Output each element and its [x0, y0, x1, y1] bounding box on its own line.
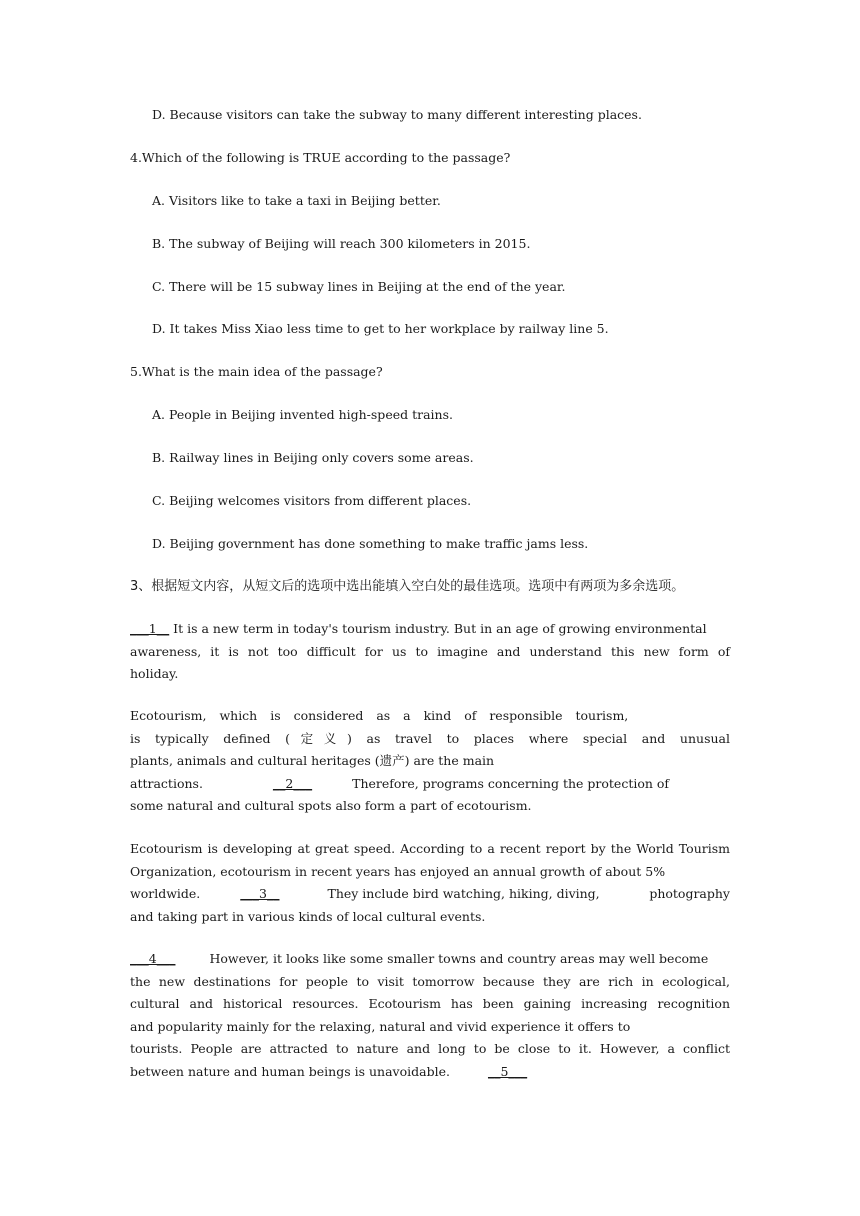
p2-line-3: plants, animals and cultural heritages (遗产) are the main: [130, 753, 495, 769]
p4-line-6-text: between nature and human beings is unavoidable.: [130, 1063, 450, 1079]
blank-5: __5___: [487, 1063, 528, 1079]
p3-line-1: Ecotourism is developing at great speed. According to a recent report by the World Tourism: [130, 841, 730, 856]
p3-line-3c: photography: [649, 886, 730, 902]
p2-line-2: is typically defined (定义) as travel to places where special and unusual: [130, 730, 730, 746]
blank-4: ___4___: [130, 951, 176, 966]
p2-line-1: Ecotourism, which is considered as a kind of responsible tourism,: [130, 708, 629, 723]
p3-line-2: Organization, ecotourism in recent years has enjoyed an annual growth of about 5%: [130, 863, 666, 879]
passage-paragraph-2: [130, 705, 730, 818]
p4-line-1-text: However, it looks like some smaller towns and country areas may well become: [209, 951, 709, 966]
p3-line-3b: They include bird watching, hiking, diving,: [327, 886, 600, 902]
p1-line-3: holiday.: [130, 666, 179, 682]
q5-option-a: A. People in Beijing invented high-speed trains.: [152, 407, 453, 422]
p4-line-1: [130, 948, 730, 971]
p1-line-2: awareness, it is not too difficult for us to imagine and understand this new form of: [130, 643, 730, 659]
question-5: 5.What is the main idea of the passage?: [130, 364, 383, 379]
passage-paragraph-1: [130, 618, 730, 686]
p2-line-4: [130, 773, 730, 796]
blank-2: __2___: [272, 775, 313, 791]
p3-line-3a: worldwide.: [130, 886, 201, 902]
blank-3: ___3__: [240, 886, 280, 902]
p4-line-4: and popularity mainly for the relaxing, natural and vivid experience it offers to: [130, 1018, 631, 1034]
q5-option-c: C. Beijing welcomes visitors from different places.: [152, 493, 472, 508]
p2-line-4b: Therefore, programs concerning the protection of: [352, 775, 670, 791]
p2-line-5: some natural and cultural spots also form a part of ecotourism.: [130, 798, 532, 814]
question-4: 4.Which of the following is TRUE according to the passage?: [130, 150, 511, 165]
q4-option-c: C. There will be 15 subway lines in Beijing at the end of the year.: [152, 279, 566, 294]
passage-paragraph-3: [130, 838, 730, 928]
p3-line-4: and taking part in various kinds of local cultural events.: [130, 908, 486, 924]
q5-option-b: B. Railway lines in Beijing only covers some areas.: [152, 450, 474, 465]
q4-option-d: D. It takes Miss Xiao less time to get to her workplace by railway line 5.: [152, 321, 609, 336]
p3-line-3: [130, 883, 730, 906]
blank-1: ___1__: [130, 621, 170, 636]
q3-option-d: D. Because visitors can take the subway to many different interesting places.: [152, 107, 642, 122]
p4-line-3: cultural and historical resources. Ecotourism has been gaining increasing recognition: [130, 996, 730, 1012]
q5-option-d: D. Beijing government has done something to make traffic jams less.: [152, 536, 589, 551]
p4-line-5: tourists. People are attracted to nature and long to be close to it. However, a conflict: [130, 1041, 730, 1057]
p1-line-1: It is a new term in today's tourism industry. But in an age of growing environmental: [169, 621, 707, 636]
p4-line-6: [130, 1061, 730, 1084]
q4-option-a: A. Visitors like to take a taxi in Beijing better.: [152, 193, 441, 208]
section-3-instruction: 3、根据短文内容，从短文后的选项中选出能填入空白处的最佳选项。选项中有两项为多余选项。: [130, 579, 685, 594]
q4-option-b: B. The subway of Beijing will reach 300 kilometers in 2015.: [152, 236, 531, 251]
passage-paragraph-4: [130, 948, 730, 1084]
p2-line-4a: attractions.: [130, 775, 203, 791]
p4-line-2: the new destinations for people to visit tomorrow because they are rich in ecological,: [130, 973, 730, 989]
